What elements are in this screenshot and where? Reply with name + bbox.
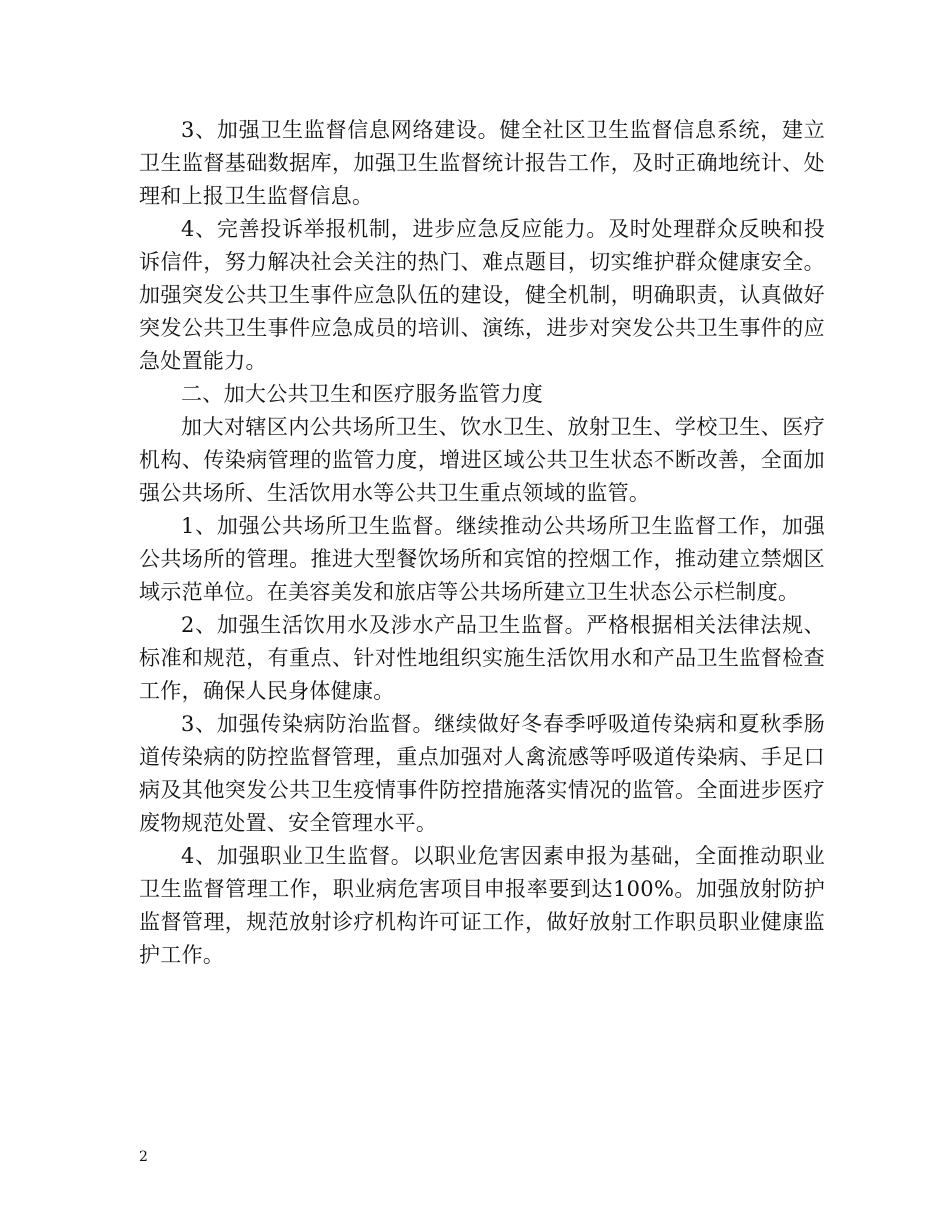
paragraph-4: 1、加强公共场所卫生监督。继续推动公共场所卫生监督工作，加强公共场所的管理。推进大型餐饮场所和宾馆的控烟工作，推动建立禁烟区域示范单位。在美容美发和旅店等公共场所建立卫生状态公示栏制度。: [139, 514, 825, 604]
paragraph-1: 3、加强卫生监督信息网络建设。健全社区卫生监督信息系统，建立卫生监督基础数据库，加强卫生监督统计报告工作，及时正确地统计、处理和上报卫生监督信息。: [139, 118, 825, 208]
section-heading: 二、加大公共卫生和医疗服务监管力度: [181, 382, 544, 406]
paragraph-5: 2、加强生活饮用水及涉水产品卫生监督。严格根据相关法律法规、标准和规范，有重点、针对性地组织实施生活饮用水和产品卫生监督检查工作，确保人民身体健康。: [139, 613, 825, 703]
paragraph-3: 加大对辖区内公共场所卫生、饮水卫生、放射卫生、学校卫生、医疗机构、传染病管理的监管力度，增进区域公共卫生状态不断改善，全面加强公共场所、生活饮用水等公共卫生重点领域的监管。: [139, 415, 825, 505]
document-body: [139, 114, 825, 972]
paragraph-7: 4、加强职业卫生监督。以职业危害因素申报为基础，全面推动职业卫生监督管理工作，职业病危害项目申报率要到达100%。加强放射防护监督管理，规范放射诊疗机构许可证工作，做好放射工作职员职业健康监护工作。: [139, 844, 825, 967]
page-number: 2: [139, 1149, 148, 1165]
paragraph-6: 3、加强传染病防治监督。继续做好冬春季呼吸道传染病和夏秋季肠道传染病的防控监督管理，重点加强对人禽流感等呼吸道传染病、手足口病及其他突发公共卫生疫情事件防控措施落实情况的监管。全面进步医疗废物规范处置、安全管理水平。: [139, 712, 825, 835]
paragraph-2: 4、完善投诉举报机制，进步应急反应能力。及时处理群众反映和投诉信件，努力解决社会关注的热门、难点题目，切实维护群众健康安全。加强突发公共卫生事件应急队伍的建设，健全机制，明确职责，认真做好突发公共卫生事件应急成员的培训、演练，进步对突发公共卫生事件的应急处置能力。: [139, 217, 825, 373]
